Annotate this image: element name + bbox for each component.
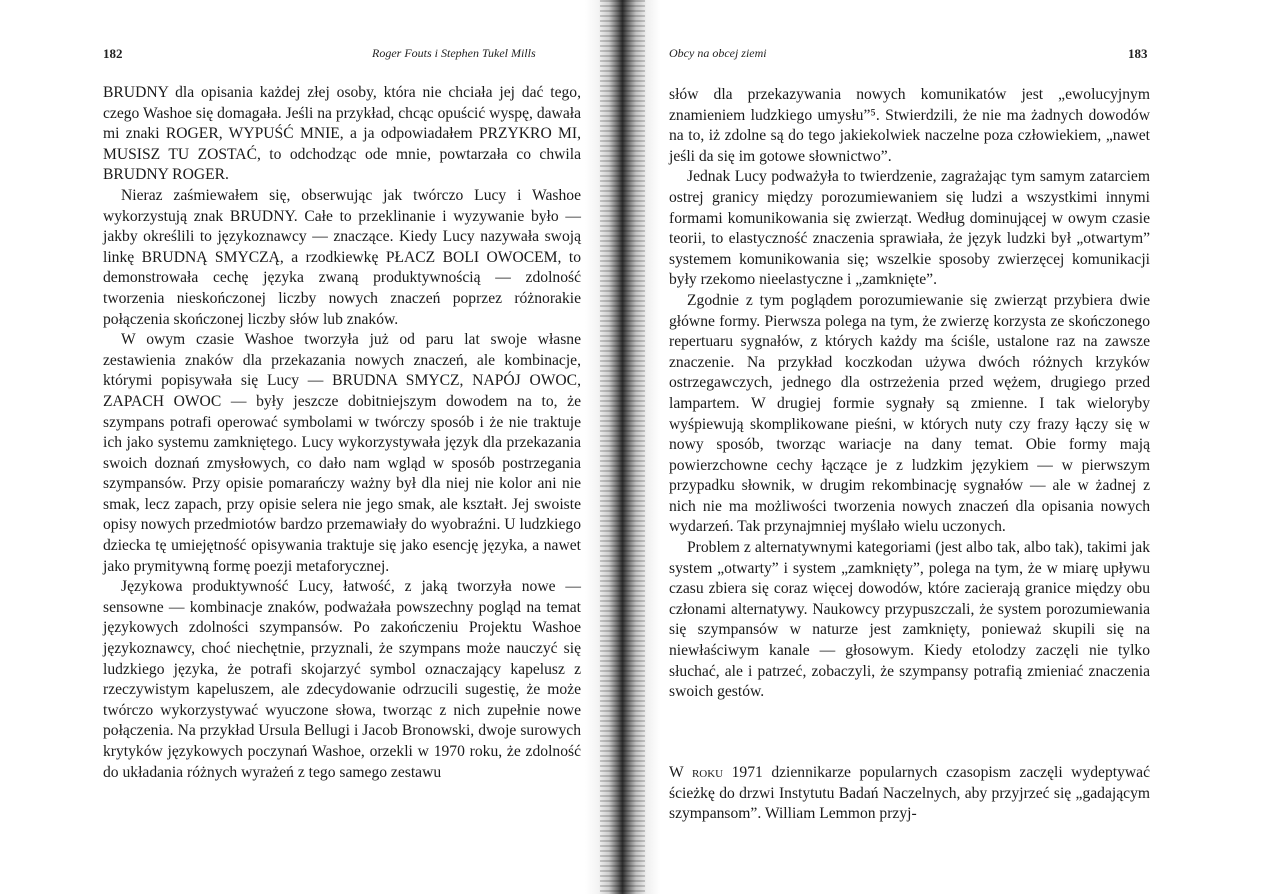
right-section-paragraph <box>669 763 1150 825</box>
left-running-head: Roger Fouts i Stephen Tukel Mills <box>372 46 536 60</box>
right-paragraph-2: Jednak Lucy podważyła to twierdzenie, zagrażając tym samym zatarciem ostrej granicy między porozumiewaniem się ludzi a wszystkimi innymi formami komunikowania się zwierząt. Według dominującej w owym czasie teorii, to elastyczność znaczenia sprawiała, że język ludzki był „otwartym” systemem komunikowania się; wszelkie sposoby zwierzęcej komunikacji były rzekomo nieelastyczne i „zamknięte”. <box>669 168 1150 289</box>
left-page <box>0 0 600 894</box>
right-section-start <box>669 763 1150 825</box>
left-paragraph-3: W owym czasie Washoe tworzyła już od paru lat swoje własne zestawienia znaków dla przekazania nowych znaczeń, ale kombinacje, którymi popisywała się Lucy — BRUDNA SMYCZ, NAPÓJ OWOC, ZAPACH OWOC — były jeszcze dobitniejszym dowodem na to, że szympans potrafi operować symbolami w twórczy sposób i że nie traktuje ich jako systemu zamkniętego. Lucy wykorzystywała język dla przekazania swoich doznań zmysłowych, co dało nam wgląd w sposób postrzegania szympansów. Przy opisie pomarańczy ważny był dla niej nie kolor ani nie smak, lecz zapach, przy opisie selera nie jego smak, ale kształt. Jej swoiste opisy nowych przedmiotów bardzo przemawiały do wyobraźni. U ludzkiego dziecka tę umiejętność opisywania traktuje się jako esencję języka, a nawet jako prymitywną formę poezji metaforycznej. <box>103 331 581 575</box>
left-paragraph-2: Nieraz zaśmiewałem się, obserwując jak twórczo Lucy i Washoe wykorzystują znak BRUDNY. Całe to przeklinanie i wyzywanie było — jakby określili to językoznawcy — znaczące. Kiedy Lucy nazywała swoją linkę BRUDNĄ SMYCZĄ, a rzodkiewkę PŁACZ BOLI OWOCEM, to demonstrowała cechę języka zwaną produktywnością — zdolność tworzenia nieskończonej liczby nowych znaczeń poprzez różnorakie połączenia skończonej liczby słów lub znaków. <box>103 186 581 328</box>
section-lead-smallcaps: W roku <box>669 764 724 781</box>
left-paragraph-4: Językowa produktywność Lucy, łatwość, z jaką tworzyła nowe — sensowne — kombinacje znaków, podważała powszechny pogląd na temat językowych zdolności szympansów. Po zakończeniu Projektu Washoe językoznawcy, choć niechętnie, przyznali, że szympans może nauczyć się ludzkiego języka, że potrafi skojarzyć symbol oznaczający kapelusz z rzeczywistym kapeluszem, ale zdecydowanie odrzucili sugestię, że może twórczo wykorzystywać wyuczone słowa, tworząc z nich zupełnie nowe połączenia. Na przykład Ursula Bellugi i Jacob Bronowski, dwoje surowych krytyków językowych poczynań Washoe, orzekli w 1970 roku, że zdolność do układania różnych wyrażeń z tego samego zestawu <box>103 578 581 781</box>
left-page-number: 182 <box>103 46 123 61</box>
gutter-scan-noise <box>600 0 645 894</box>
right-paragraph-1: słów dla przekazywania nowych komunikatów jest „ewolucyjnym znamieniem ludzkiego umysłu”⁵. Stwierdzili, że nie ma żadnych dowodów na to, iż zdolne są do tego jakiekolwiek naczelne poza człowiekiem, „nawet jeśli da się im gotowe słownictwo”. <box>669 86 1150 165</box>
right-page-number: 183 <box>1128 46 1148 61</box>
right-running-head: Obcy na obcej ziemi <box>669 46 767 60</box>
right-page <box>650 0 1262 894</box>
right-body-text <box>669 85 1150 703</box>
right-paragraph-3: Zgodnie z tym poglądem porozumiewanie się zwierząt przybiera dwie główne formy. Pierwsza polega na tym, że zwierzę korzysta ze skończonego repertuaru sygnałów, z których każdy ma ściśle, ustalone raz na zawsze znaczenie. Na przykład koczkodan używa dwóch różnych krzyków ostrzegawczych, jednego dla ostrzeżenia przed wężem, drugiego przed lampartem. W drugiej formie sygnały są zmienne. I tak wieloryby wyśpiewują skomplikowane pieśni, w których nuty czy frazy łączy się w nowy sposób, tworząc wariacje na dany temat. Obie formy mają powierzchowne cechy łączące je z ludzkim językiem — w pierwszym przypadku słownik, w drugim rekombinację sygnałów — ale w żadnej z nich nie ma możliwości tworzenia nowych znaczeń dla opisania nowych wydarzeń. Tak przynajmniej myślało wielu uczonych. <box>669 291 1150 536</box>
right-paragraph-4: Problem z alternatywnymi kategoriami (jest albo tak, albo tak), takimi jak system „otwarty” i system „zamknięty”, polega na tym, że w miarę upływu czasu zbiera się coraz więcej dowodów, które zacierają granice między obu członami alternatywy. Naukowcy przypuszczali, że system porozumiewania się szympansów w naturze jest zamknięty, ponieważ skupili się na niewłaściwym kanale — głosowym. Kiedy etolodzy zaczęli nie tylko słuchać, ale i patrzeć, zobaczyli, że szympansy potrafią zmieniać znaczenia swoich gestów. <box>669 539 1150 701</box>
left-body-text <box>103 83 581 783</box>
left-paragraph-1: BRUDNY dla opisania każdej złej osoby, która nie chciała jej dać tego, czego Washoe się domagała. Jeśli na przykład, chcąc opuścić wyspę, dawała mi znaki ROGER, WYPUŚĆ MNIE, a ja odpowiadałem PRZYKRO MI, MUSISZ TU ZOSTAĆ, to odchodząc ode mnie, powtarzała co chwila BRUDNY ROGER. <box>103 84 581 184</box>
section-text: 1971 dziennikarze popularnych czasopism zaczęli wydeptywać ścieżkę do drzwi Instytutu Badań Naczelnych, aby przyjrzeć się „gadającym szympansom”. William Lemmon przyj- <box>669 764 1150 823</box>
